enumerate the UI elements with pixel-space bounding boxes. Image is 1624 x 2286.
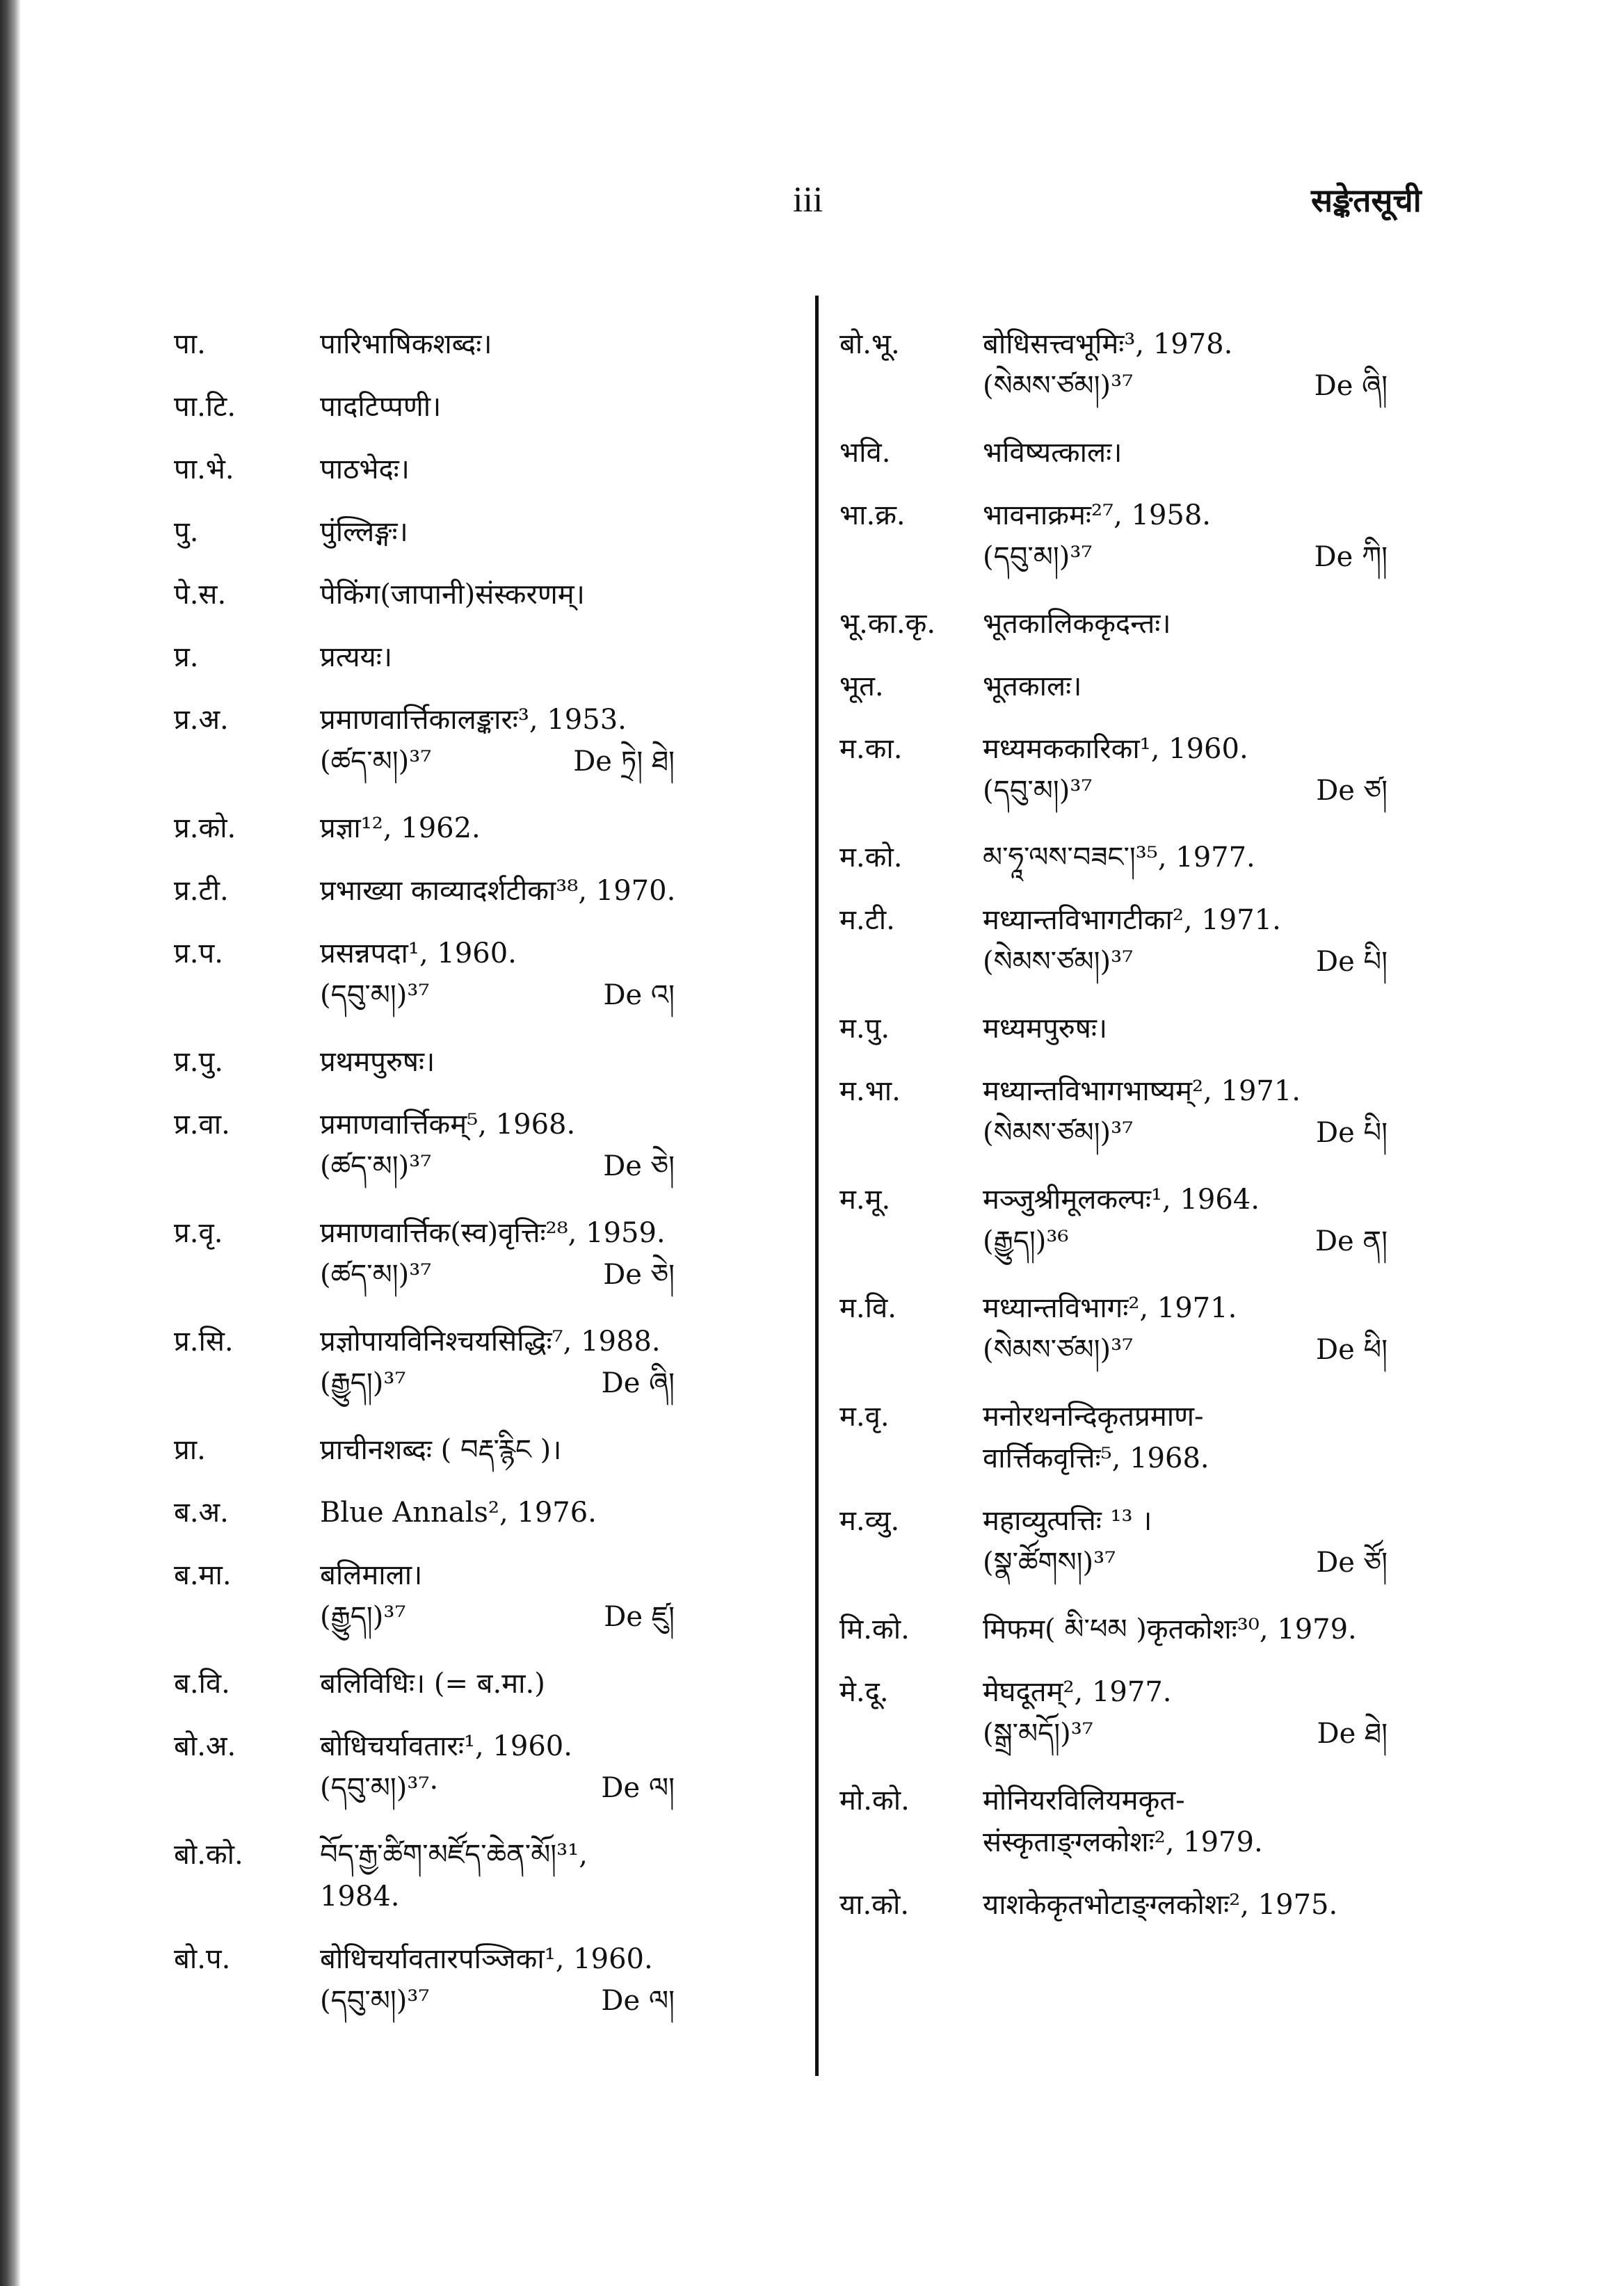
derge-reference: De ཞི། xyxy=(1314,370,1388,402)
tibetan-section: (སེམས་ཙམ།)³⁷ xyxy=(983,370,1134,402)
definition xyxy=(983,837,1401,878)
abbreviation: पा.टि. xyxy=(174,391,236,423)
abbreviation: या.को. xyxy=(839,1889,910,1921)
source-line xyxy=(983,365,1401,411)
abbreviation: प्र.वृ. xyxy=(174,1217,223,1249)
page-title: सङ्केतसूची xyxy=(1311,182,1422,219)
abbreviation-entry xyxy=(831,1396,1401,1479)
definition xyxy=(320,933,779,1020)
abbreviation-entry xyxy=(831,837,1401,878)
definition-line: पारिभाषिकशब्दः। xyxy=(320,328,492,360)
abbreviation: बो.को. xyxy=(174,1839,243,1871)
definition xyxy=(983,432,1401,474)
derge-reference: De ཞི། xyxy=(601,1367,675,1399)
tibetan-section: (སེམས་ཙམ།)³⁷ xyxy=(983,1117,1134,1149)
abbreviation: प्रा. xyxy=(174,1434,206,1466)
definition xyxy=(983,1780,1401,1863)
derge-reference: De ཕི། xyxy=(1316,1334,1388,1366)
abbreviation-entry xyxy=(174,1663,779,1705)
source-line xyxy=(320,741,779,787)
abbreviation-entry xyxy=(174,574,779,615)
tibetan-section: (སེམས་ཙམ།)³⁷ xyxy=(983,1334,1134,1366)
abbreviation: मे.दू. xyxy=(839,1676,889,1708)
definition-line: मञ्जुश्रीमूलकल्पः¹, 1964. xyxy=(983,1184,1260,1216)
column-divider xyxy=(815,296,819,2076)
source-line xyxy=(983,770,1401,816)
definition-line: प्राचीनशब्दः ( བརྡ་རྙིང )। xyxy=(320,1434,562,1466)
abbreviation-entry xyxy=(174,1321,779,1408)
source-line xyxy=(320,974,779,1020)
definition-line: मेघदूतम्², 1977. xyxy=(983,1676,1172,1708)
abbreviation-entry xyxy=(831,666,1401,707)
definition-line: बलिविधिः। (= ब.मा.) xyxy=(320,1668,545,1700)
definition xyxy=(320,870,779,912)
abbreviation: मि.को. xyxy=(839,1613,910,1645)
tibetan-section: (དབུ་མ།)³⁷ xyxy=(983,541,1093,573)
derge-reference: De ཙོ། xyxy=(1316,1547,1388,1579)
source-line xyxy=(320,1362,779,1408)
abbreviation-entry xyxy=(174,636,779,678)
definition-line: प्रज्ञोपायविनिश्चयसिद्धिः⁷, 1988. xyxy=(320,1326,661,1358)
abbreviation-entry xyxy=(174,1492,779,1534)
definition xyxy=(320,1429,779,1471)
abbreviation-entry xyxy=(174,1104,779,1191)
definition xyxy=(320,574,779,615)
abbreviation: भा.क्र. xyxy=(839,499,906,531)
definition-line: भविष्यत्कालः। xyxy=(983,437,1123,469)
abbreviation-entry xyxy=(831,1671,1401,1759)
definition xyxy=(320,1212,779,1300)
abbreviation-entry xyxy=(174,1041,779,1083)
derge-reference: De ཅེ། xyxy=(603,1259,675,1291)
abbreviation: पे.स. xyxy=(174,579,227,611)
abbreviation-entry xyxy=(831,1070,1401,1158)
definition xyxy=(320,636,779,678)
definition xyxy=(320,1834,779,1917)
abbreviation: पु. xyxy=(174,516,199,548)
abbreviation: म.व्यु. xyxy=(839,1505,900,1537)
abbreviation-entry xyxy=(831,432,1401,474)
abbreviation-entry xyxy=(174,933,779,1020)
definition xyxy=(983,1884,1401,1926)
abbreviation: प्र. xyxy=(174,641,199,673)
derge-reference: De ཏྲེ། ཐེ། xyxy=(573,746,675,778)
tibetan-section: (ཚད་མ།)³⁷ xyxy=(320,1259,432,1291)
definition-line: पादटिप्पणी। xyxy=(320,391,442,423)
tibetan-section: (རྒྱུད།)³⁷ xyxy=(320,1367,406,1399)
abbreviation: ब.मा. xyxy=(174,1559,232,1591)
source-line xyxy=(983,1112,1401,1158)
definition-line: मध्यान्तविभागभाष्यम्², 1971. xyxy=(983,1075,1301,1107)
definition xyxy=(983,899,1401,987)
abbreviation-entry xyxy=(174,1212,779,1300)
abbreviation-entry xyxy=(174,1938,779,2026)
definition-line: मध्यमककारिका¹, 1960. xyxy=(983,733,1248,765)
derge-reference: De ལ། xyxy=(601,1985,675,2017)
definition xyxy=(983,728,1401,816)
definition-line: प्रसन्नपदा¹, 1960. xyxy=(320,937,517,969)
definition xyxy=(320,1492,779,1534)
definition-line: བོད་རྒྱ་ཚིག་མཛོད་ཆེན་མོ།³¹, xyxy=(320,1839,588,1871)
tibetan-section: (དབུ་མ།)³⁷ xyxy=(320,979,430,1011)
definition-line: प्रभाख्या काव्यादर्शटीका³⁸, 1970. xyxy=(320,875,676,907)
tibetan-section: (ཚད་མ།)³⁷ xyxy=(320,746,432,778)
definition-line: मनोरथनन्दिकृतप्रमाण- xyxy=(983,1401,1204,1433)
abbreviation: प्र.प. xyxy=(174,937,223,969)
definition xyxy=(983,323,1401,411)
derge-reference: De ཙ། xyxy=(1316,775,1388,807)
source-line xyxy=(320,1254,779,1300)
definition-line: बलिमाला। xyxy=(320,1559,423,1591)
abbreviation: ब.अ. xyxy=(174,1497,229,1529)
definition xyxy=(320,323,779,365)
source-line xyxy=(983,941,1401,987)
definition xyxy=(983,603,1401,645)
abbreviation-entry xyxy=(831,603,1401,645)
derge-reference: De ལ། xyxy=(601,1772,675,1804)
definition-line: बोधिचर्यावतारपञ्जिका¹, 1960. xyxy=(320,1943,653,1975)
abbreviation-entry xyxy=(174,870,779,912)
tibetan-section: (ཚད་མ།)³⁷ xyxy=(320,1150,432,1182)
abbreviation-entry xyxy=(174,449,779,490)
abbreviation-entry xyxy=(831,1609,1401,1650)
source-line xyxy=(983,1542,1401,1588)
abbreviation: म.टी. xyxy=(839,904,895,936)
abbreviation: म.वि. xyxy=(839,1292,897,1324)
abbreviation: म.मू. xyxy=(839,1184,891,1216)
definition xyxy=(320,386,779,428)
abbreviation: मो.को. xyxy=(839,1785,910,1817)
definition xyxy=(983,1609,1401,1650)
source-line xyxy=(983,1329,1401,1375)
definition xyxy=(320,1321,779,1408)
abbreviation: ब.वि. xyxy=(174,1668,230,1700)
source-line xyxy=(320,1767,779,1813)
definition-line: पेकिंग(जापानी)संस्करणम्। xyxy=(320,579,585,611)
abbreviation: प्र.सि. xyxy=(174,1326,234,1358)
abbreviation-entry xyxy=(174,699,779,787)
definition-line: भूतकालिककृदन्तः। xyxy=(983,608,1171,640)
abbreviation: म.को. xyxy=(839,842,903,874)
tibetan-section: (སྒྲ་མདོ།)³⁷ xyxy=(983,1718,1093,1750)
definition-line: बोधिसत्त्वभूमिः³, 1978. xyxy=(983,328,1233,360)
source-line xyxy=(983,536,1401,582)
definition-line: मिफम( མི་ཕམ )कृतकोशः³⁰, 1979. xyxy=(983,1613,1357,1645)
abbreviation: भवि. xyxy=(839,437,891,469)
abbreviation: म.वृ. xyxy=(839,1401,890,1433)
definition xyxy=(983,1179,1401,1266)
definition xyxy=(983,666,1401,707)
abbreviation-entry xyxy=(174,1725,779,1813)
abbreviation-entry xyxy=(174,323,779,365)
derge-reference: De ཅེ། xyxy=(603,1150,675,1182)
definition-line: མ་ཧཱ་ལས་བཟང་།³⁵, 1977. xyxy=(983,842,1255,874)
definition-line: प्रत्ययः। xyxy=(320,641,392,673)
tibetan-section: (དབུ་མ།)³⁷ xyxy=(320,1985,430,2017)
abbreviation-entry xyxy=(831,1780,1401,1863)
definition xyxy=(983,1500,1401,1588)
definition xyxy=(983,1008,1401,1049)
abbreviation-entry xyxy=(174,1834,779,1917)
derge-reference: De ཐེ། xyxy=(1317,1718,1388,1750)
abbreviation: भूत. xyxy=(839,670,884,702)
definition-line: भावनाक्रमः²⁷, 1958. xyxy=(983,499,1212,531)
abbreviation-entry xyxy=(831,1500,1401,1588)
definition xyxy=(320,1663,779,1705)
abbreviation: प्र.वा. xyxy=(174,1109,230,1141)
abbreviation-entry xyxy=(831,323,1401,411)
definition xyxy=(983,1287,1401,1375)
derge-reference: De འ། xyxy=(603,979,675,1011)
source-line xyxy=(320,1596,779,1642)
definition-line: पाठभेदः। xyxy=(320,453,410,485)
right-column xyxy=(831,323,1401,1947)
abbreviation: म.भा. xyxy=(839,1075,901,1107)
definition xyxy=(320,1554,779,1642)
left-column xyxy=(174,323,779,2047)
definition xyxy=(320,807,779,849)
derge-reference: De པི། xyxy=(1316,1117,1388,1149)
definition xyxy=(320,699,779,787)
definition-line: महाव्युत्पत्तिः ¹³ । xyxy=(983,1505,1152,1537)
abbreviation: प्र.को. xyxy=(174,812,236,844)
abbreviation: पा. xyxy=(174,328,206,360)
definition xyxy=(320,511,779,553)
tibetan-section: (དབུ་མ།)³⁷ xyxy=(983,775,1093,807)
abbreviation-entry xyxy=(831,1008,1401,1049)
definition-line: मध्यमपुरुषः। xyxy=(983,1013,1108,1045)
source-line xyxy=(983,1713,1401,1759)
derge-reference: De པི། xyxy=(1316,946,1388,978)
definition-line: वार्त्तिकवृत्तिः⁵, 1968. xyxy=(983,1442,1209,1474)
source-line xyxy=(320,1145,779,1191)
definition xyxy=(320,1725,779,1813)
definition xyxy=(983,494,1401,582)
scan-edge-shadow xyxy=(0,0,21,2286)
definition xyxy=(320,1938,779,2026)
source-line xyxy=(983,1221,1401,1266)
definition-line: याशकेकृतभोटाङ्ग्लकोशः², 1975. xyxy=(983,1889,1338,1921)
definition xyxy=(320,1104,779,1191)
definition-line: भूतकालः। xyxy=(983,670,1082,702)
abbreviation-entry xyxy=(831,728,1401,816)
definition-line: प्रमाणवार्त्तिक(स्व)वृत्तिः²⁸, 1959. xyxy=(320,1217,666,1249)
definition-line: प्रमाणवार्त्तिकालङ्कारः³, 1953. xyxy=(320,704,627,736)
abbreviation-entry xyxy=(174,386,779,428)
derge-reference: De ཛུ། xyxy=(604,1601,675,1633)
abbreviation-entry xyxy=(831,1884,1401,1926)
abbreviation: पा.भे. xyxy=(174,453,234,485)
tibetan-section: (སེམས་ཙམ།)³⁷ xyxy=(983,946,1134,978)
abbreviation: प्र.टी. xyxy=(174,875,229,907)
abbreviation-entry xyxy=(831,1287,1401,1375)
abbreviation: बो.भू. xyxy=(839,328,900,360)
tibetan-section: (དབུ་མ།)³⁷· xyxy=(320,1772,439,1804)
abbreviation-entry xyxy=(174,807,779,849)
abbreviation: भू.का.कृ. xyxy=(839,608,936,640)
definition-line: प्रज्ञा¹², 1962. xyxy=(320,812,481,844)
abbreviation-entry xyxy=(831,1179,1401,1266)
definition xyxy=(983,1070,1401,1158)
definition-line: प्रमाणवार्त्तिकम्⁵, 1968. xyxy=(320,1109,576,1141)
definition-line: मध्यान्तविभागः², 1971. xyxy=(983,1292,1237,1324)
definition-line: 1984. xyxy=(320,1881,400,1913)
abbreviation: म.पु. xyxy=(839,1013,890,1045)
abbreviation: प्र.अ. xyxy=(174,704,229,736)
source-line xyxy=(320,1980,779,2026)
abbreviation-entry xyxy=(174,1554,779,1642)
abbreviation-entry xyxy=(174,1429,779,1471)
page-number: iii xyxy=(793,180,823,220)
definition-line: Blue Annals², 1976. xyxy=(320,1497,597,1529)
derge-reference: De ན། xyxy=(1315,1225,1388,1257)
abbreviation: म.का. xyxy=(839,733,903,765)
tibetan-section: (རྒྱུད།)³⁶ xyxy=(983,1225,1069,1257)
definition-line: संस्कृताङ्ग्लकोशः², 1979. xyxy=(983,1826,1263,1858)
definition-line: बोधिचर्यावतारः¹, 1960. xyxy=(320,1730,572,1762)
definition-line: मध्यान्तविभागटीका², 1971. xyxy=(983,904,1281,936)
definition xyxy=(320,449,779,490)
derge-reference: De ཀི། xyxy=(1314,541,1388,573)
abbreviation: प्र.पु. xyxy=(174,1046,223,1078)
definition-line: प्रथमपुरुषः। xyxy=(320,1046,435,1078)
abbreviation: बो.अ. xyxy=(174,1730,236,1762)
definition xyxy=(983,1396,1401,1479)
tibetan-section: (སྣ་ཚོགས།)³⁷ xyxy=(983,1547,1116,1579)
definition xyxy=(983,1671,1401,1759)
definition-line: पुंल्लिङ्गः। xyxy=(320,516,408,548)
tibetan-section: (རྒྱུད།)³⁷ xyxy=(320,1601,406,1633)
definition xyxy=(320,1041,779,1083)
abbreviation-entry xyxy=(174,511,779,553)
abbreviation: बो.प. xyxy=(174,1943,231,1975)
definition-line: मोनियरविलियमकृत- xyxy=(983,1785,1185,1817)
abbreviation-entry xyxy=(831,494,1401,582)
abbreviation-entry xyxy=(831,899,1401,987)
